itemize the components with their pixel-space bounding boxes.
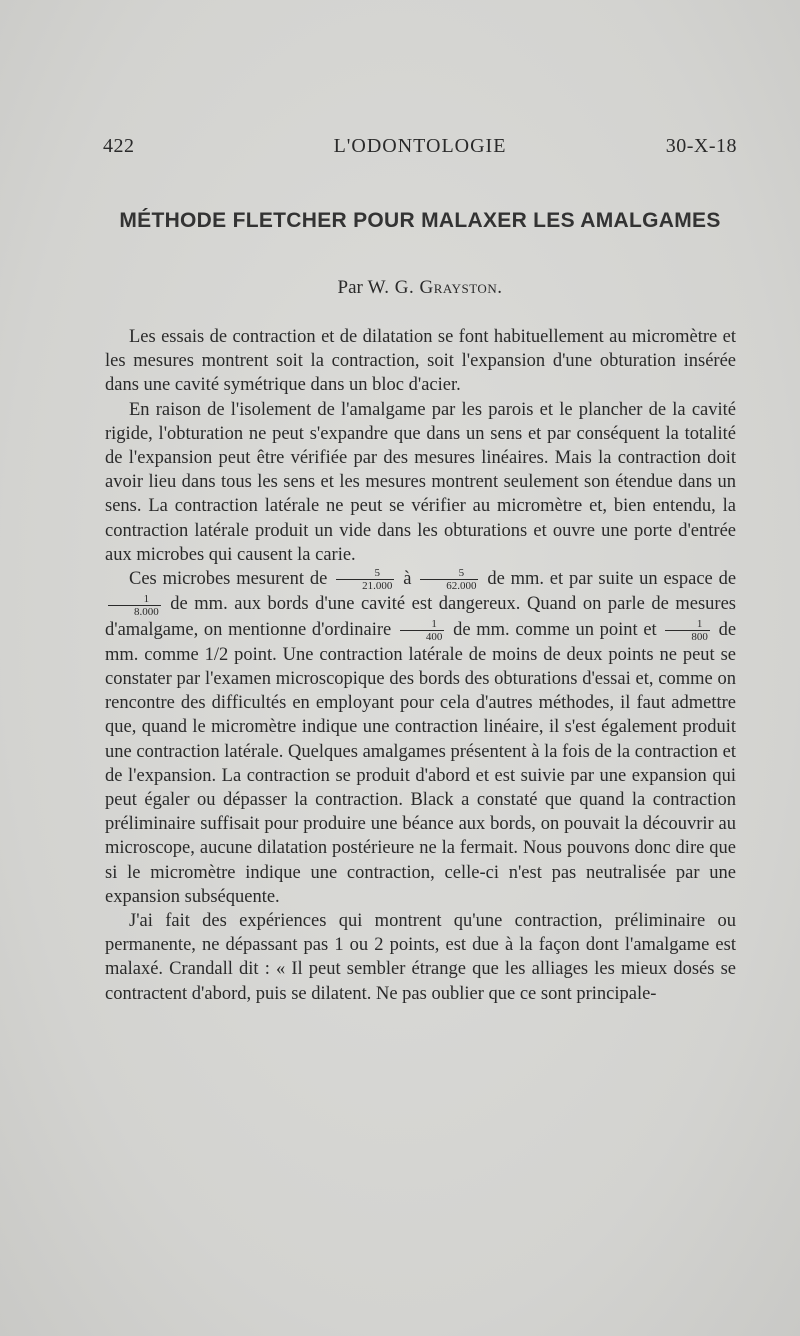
fraction-denominator: 400 [425, 630, 443, 643]
page-number: 422 [103, 135, 135, 157]
fraction-numerator: 1 [665, 618, 710, 631]
paragraph-1: Les essais de contraction et de dilatation se font habituellement au micromètre et les mesures montrent soit la contraction, soit l'expansion d'une obturation insérée dans une cavité symétrique dans un bloc d'acier. [105, 327, 736, 396]
fraction-numerator: 5 [336, 567, 394, 580]
fraction-5-62000 [420, 567, 478, 592]
paragraph-3-text-e: de mm. comme un point et [453, 619, 657, 640]
journal-title: L'ODONTOLOGIE [333, 135, 507, 157]
paragraph-3-text-b: à [403, 569, 412, 590]
fraction-1-800 [665, 618, 710, 643]
paragraph-3-text-f: de mm. comme 1/2 point. Une contraction latérale de moins de deux points ne peut se constater par l'examen microscopique des bords des obturations d'essai et, comme on rencontre des difficultés en employant pour cela d'autres méthodes, il faut admettre que, quand le micromètre indique une contraction linéaire, il s'est également produit une contraction latérale. Quelques amalgames présentent à la fois de la contraction et de l'expansion. La contraction se produit d'abord et est suivie par une expansion qui peut égaler ou dépasser la contraction. Black a constaté que quand la contraction préliminaire suffisait pour produire une béance aux bords, on pouvait la découvrir au microscope, aucune dilatation postérieure ne la fermait. Nous pouvons donc dire que si le micromètre indique une contraction, celle-ci n'est pas neutralisée par une expansion subséquente. [105, 619, 737, 907]
fraction-numerator: 1 [108, 593, 161, 606]
byline-prefix: Par [337, 277, 363, 298]
paragraph-3-text-a: Ces microbes mesurent de [129, 569, 328, 590]
fraction-numerator: 1 [400, 618, 445, 631]
fraction-denominator: 21.000 [362, 580, 393, 593]
fraction-numerator: 5 [420, 567, 478, 580]
author-name: W. G. Grayston. [367, 277, 503, 298]
paragraph-3 [105, 567, 736, 909]
fraction-5-21000 [336, 567, 394, 592]
paragraph-3-text-d: de mm. aux bords d'une cavité est dangereux. Quand on parle de mesures d'amalgame, on mentionne d'ordinaire [105, 594, 737, 640]
issue-date: 30-X-18 [665, 135, 737, 157]
byline [103, 277, 737, 299]
paragraph-2: En raison de l'isolement de l'amalgame par les parois et le plancher de la cavité rigide, l'obturation ne peut s'expandre que dans un sens et par conséquent la totalité de l'expansion peut être vérifiée par des mesures linéaires. Mais la contraction doit avoir lieu dans tous les sens et les mesures montrent seulement son étendue dans un sens. La contraction latérale ne peut se vérifier au micromètre et, bien entendu, la contraction latérale produit un vide dans les obturations et ouvre une porte d'entrée aux microbes qui causent la carie. [105, 399, 736, 565]
fraction-1-400 [400, 618, 445, 643]
paragraph-4: J'ai fait des expériences qui montrent qu'une contraction, préliminaire ou permanente, ne dépassant pas 1 ou 2 points, est due à la façon dont l'amalgame est malaxé. Crandall dit : « Il peut sembler étrange que les alliages les mieux dosés se contractent d'abord, puis se dilatent. Ne pas oublier que ce sont principale- [105, 911, 736, 1004]
article-body [105, 325, 736, 1006]
article-title: MÉTHODE FLETCHER POUR MALAXER LES AMALGAMES [119, 209, 721, 232]
fraction-denominator: 800 [691, 630, 708, 643]
fraction-denominator: 8.000 [134, 605, 159, 618]
running-header [103, 135, 737, 165]
paragraph-3-text-c: de mm. et par suite un espace de [487, 569, 737, 590]
fraction-1-8000 [108, 593, 161, 618]
fraction-denominator: 62.000 [446, 580, 477, 593]
